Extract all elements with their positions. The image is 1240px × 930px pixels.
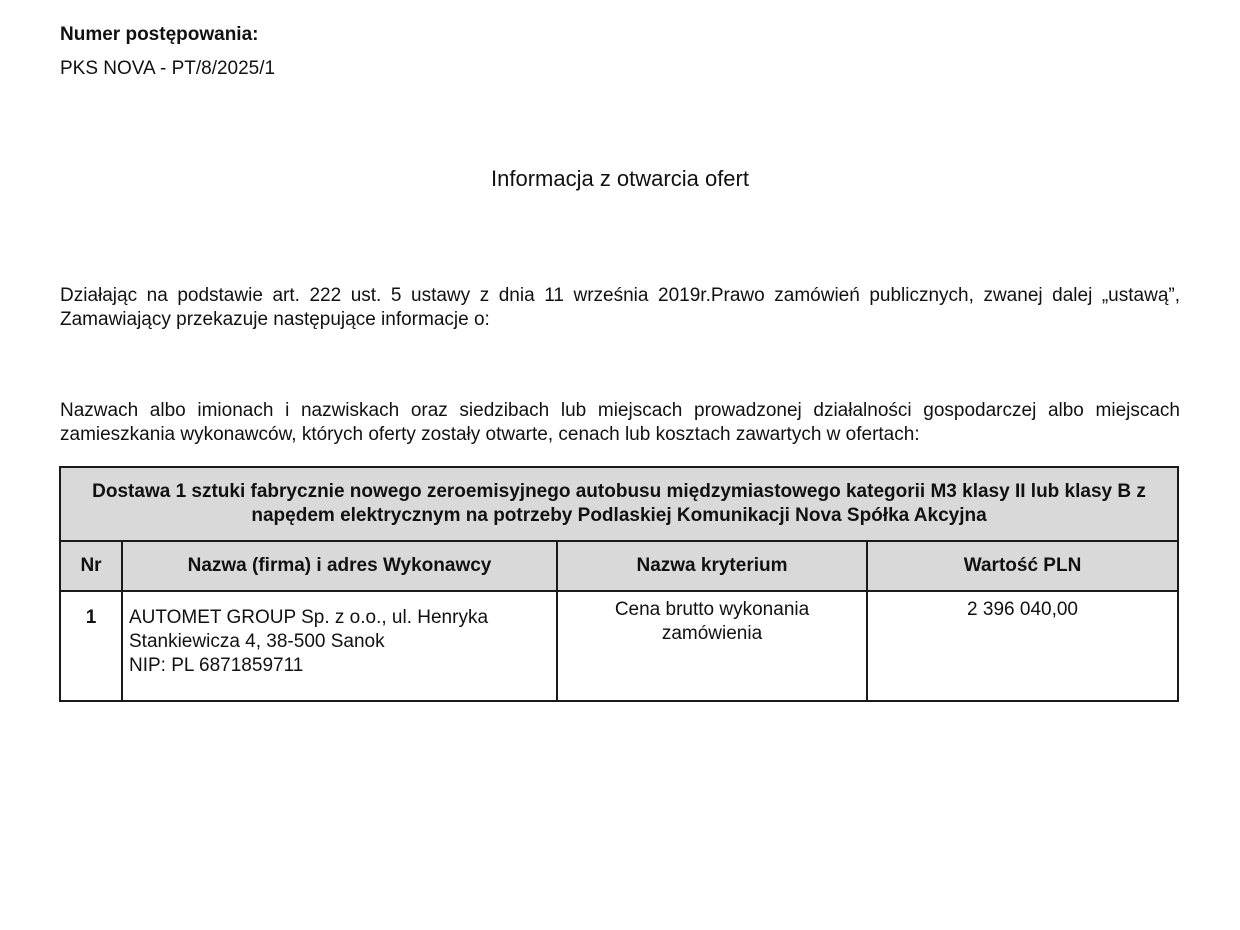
table-caption-row [60,467,1178,541]
column-header-nr: Nr [60,541,122,591]
contractor-nip-line: NIP: PL 6871859711 [129,655,304,676]
column-header-value: Wartość PLN [867,541,1178,591]
offers-intro-paragraph: Nazwach albo imionach i nazwiskach oraz siedzibach lub miejscach prowadzonej działalności gospodarczej albo miejscach zamieszkania wykonawców, których oferty zostały otwarte, cenach lub kosztach zawartych w ofertach: [60,400,1180,445]
document-title: Informacja z otwarcia ofert [491,166,749,191]
table-row [60,591,1178,701]
offers-table [59,466,1179,702]
row-value: 2 396 040,00 [867,591,1178,701]
contractor-address-line: Stankiewicza 4, 38-500 Sanok [129,631,385,652]
row-contractor [122,591,557,701]
row-criterion: Cena brutto wykonania zamówienia [557,591,867,701]
legal-basis-paragraph: Działając na podstawie art. 222 ust. 5 ustawy z dnia 11 września 2019r.Prawo zamówień publicznych, zwanej dalej „ustawą”, Zamawiający przekazuje następujące informacje o: [60,285,1180,330]
column-header-contractor: Nazwa (firma) i adres Wykonawcy [122,541,557,591]
case-number-value: PKS NOVA - PT/8/2025/1 [60,58,276,79]
case-number-label: Numer postępowania: [60,24,259,45]
contractor-name-line: AUTOMET GROUP Sp. z o.o., ul. Henryka [129,607,489,628]
table-caption: Dostawa 1 sztuki fabrycznie nowego zeroemisyjnego autobusu międzymiastowego kategorii M3 klasy II lub klasy B z napędem elektrycznym na potrzeby Podlaskiej Komunikacji Nova Spółka Akcyjna [60,467,1178,541]
table-header-row [60,541,1178,591]
column-header-criterion: Nazwa kryterium [557,541,867,591]
row-nr: 1 [60,591,122,701]
